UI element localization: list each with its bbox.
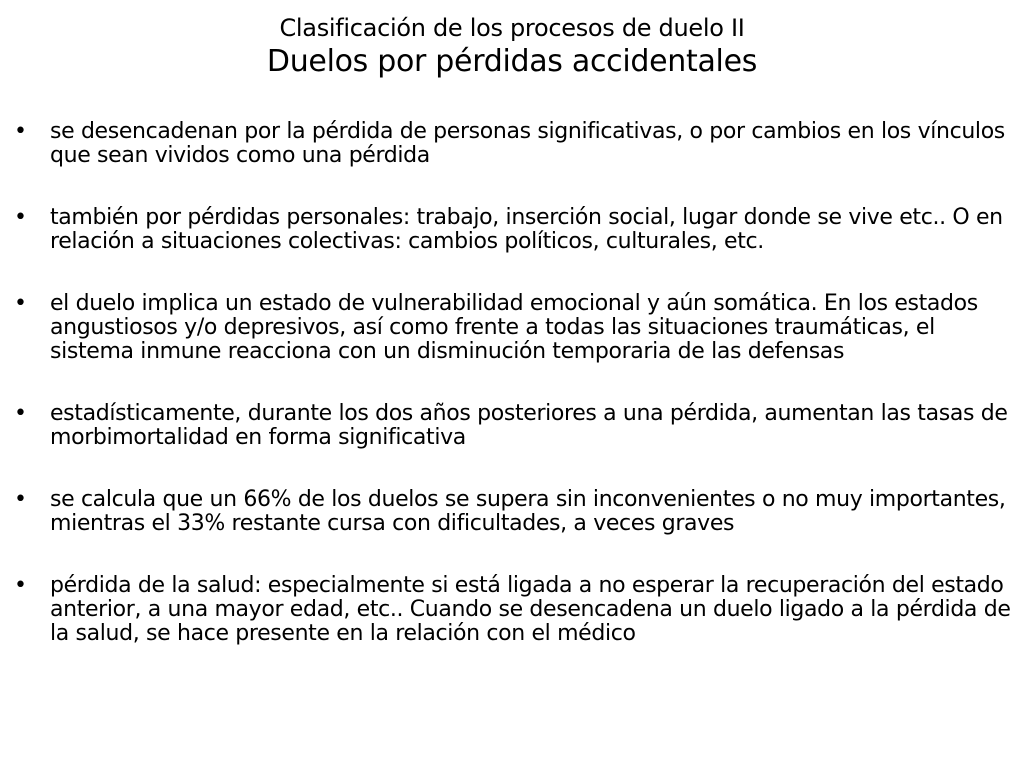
bullet-text: se calcula que un 66% de los duelos se supera sin inconvenientes o no muy importantes, mientras el 33% restante cursa con dificultades, a veces graves [50, 487, 1006, 536]
bullet-item [0, 206, 1024, 254]
title-block [0, 12, 1024, 80]
bullet-icon: • [14, 119, 27, 144]
bullet-icon: • [14, 487, 27, 512]
bullet-text: estadísticamente, durante los dos años posteriores a una pérdida, aumentan las tasas de morbimortalidad en forma significativa [50, 401, 1008, 450]
bullet-icon: • [14, 205, 27, 230]
bullet-icon: • [14, 401, 27, 426]
bullet-text: también por pérdidas personales: trabajo, inserción social, lugar donde se vive etc.. O en relación a situaciones colectivas: cambios políticos, culturales, etc. [50, 205, 1003, 254]
bullet-text: se desencadenan por la pérdida de personas significativas, o por cambios en los vínculos que sean vividos como una pérdida [50, 119, 1005, 168]
bullet-icon: • [14, 291, 27, 316]
slide-title: Duelos por pérdidas accidentales [266, 44, 758, 79]
bullet-item [0, 488, 1024, 536]
bullet-list [0, 120, 1024, 684]
bullet-item [0, 574, 1024, 646]
bullet-item [0, 120, 1024, 168]
slide-subtitle: Clasificación de los procesos de duelo II [279, 14, 745, 42]
bullet-text: el duelo implica un estado de vulnerabilidad emocional y aún somática. En los estados angustiosos y/o depresivos, así como frente a todas las situaciones traumáticas, el sistema inmune reacciona con un disminución temporaria de las defensas [50, 291, 978, 364]
bullet-text: pérdida de la salud: especialmente si está ligada a no esperar la recuperación del estado anterior, a una mayor edad, etc.. Cuando se desencadena un duelo ligado a la pérdida de la salud, se hace presente en la relación con el médico [50, 573, 1011, 646]
bullet-icon: • [14, 573, 27, 598]
bullet-item [0, 292, 1024, 364]
bullet-item [0, 402, 1024, 450]
